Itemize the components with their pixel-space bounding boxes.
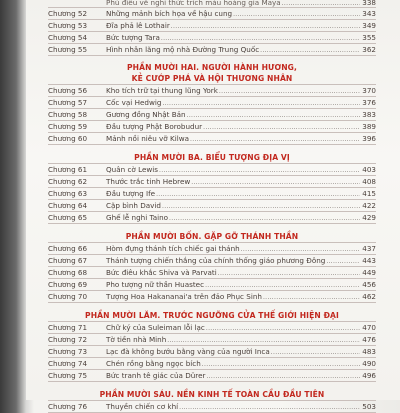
chapter-title: Cốc vại Hedwig	[106, 98, 162, 107]
chapter-title: Thuyền chiến cơ khí	[106, 402, 179, 411]
toc-row	[48, 401, 376, 413]
chapter-number: Chương 73	[48, 347, 88, 356]
chapter-number: Chương 57	[48, 98, 88, 107]
chapter-list	[48, 400, 376, 413]
toc-section	[48, 231, 376, 303]
dot-leader	[259, 45, 360, 56]
book-page	[26, 0, 400, 411]
page-number: 476	[362, 335, 376, 344]
chapter-number: Chương 59	[48, 122, 88, 131]
chapter-title: Hòm đựng thánh tích chiếc gai thánh	[106, 244, 240, 253]
toc-section	[48, 389, 376, 413]
dot-leader	[217, 268, 361, 279]
toc-row	[48, 358, 376, 370]
chapter-title: Bức điêu khắc Shiva và Parvati	[106, 268, 217, 277]
dot-leader	[155, 189, 360, 200]
dot-leader	[161, 98, 360, 109]
page-number: 383	[362, 110, 376, 119]
chapter-title: Tượng Hoa Hakananai'a trên đảo Phục Sinh	[106, 292, 262, 301]
chapter-title: Lạc đà không bướu bằng vàng của người Inca	[106, 347, 270, 356]
chapter-title: Thước trắc tinh Hebrew	[106, 177, 191, 186]
chapter-title: Mảnh nồi niêu vỡ Kilwa	[106, 134, 189, 143]
toc-row	[48, 133, 376, 145]
dot-leader	[166, 335, 360, 346]
toc-row	[48, 346, 376, 358]
dot-leader	[205, 371, 360, 382]
toc-row	[48, 8, 376, 20]
chapter-number: Chương 65	[48, 213, 88, 222]
page-number: 496	[362, 371, 376, 380]
dot-leader	[201, 359, 361, 370]
page-number: 376	[362, 98, 376, 107]
chapter-title: Chén rồng bằng ngọc bích	[106, 359, 201, 368]
chapter-number: Chương 63	[48, 189, 88, 198]
dot-leader	[168, 213, 360, 224]
chapter-title: Kho tích trữ tại thung lũng York	[106, 86, 218, 95]
chapter-number: Chương 75	[48, 371, 88, 380]
toc-row	[48, 279, 376, 291]
chapter-number: Chương 55	[48, 45, 88, 54]
dot-leader	[204, 280, 360, 291]
chapter-title: Những mảnh bích họa về hậu cung	[106, 9, 233, 18]
toc-row	[48, 32, 376, 44]
chapter-number: Chương 71	[48, 323, 88, 332]
section-heading: KẺ CƯỚP PHÁ VÀ HỘI THƯƠNG NHÂN	[131, 74, 293, 83]
chapter-title: Thánh tượng chiến thắng của chính thống giáo phương Đông	[106, 256, 326, 265]
chapter-list	[48, 0, 376, 56]
chapter-number: Chương 60	[48, 134, 88, 143]
section-heading: PHẦN MƯỜI BỐN. GẶP GỠ THÁNH THẦN	[125, 232, 299, 241]
page-number: 470	[362, 323, 376, 332]
chapter-list	[48, 84, 376, 145]
chapter-number: Chương 70	[48, 292, 88, 301]
chapter-number: Chương 66	[48, 244, 88, 253]
chapter-title: Quân cờ Lewis	[106, 165, 159, 174]
toc-row	[48, 243, 376, 255]
dot-leader	[170, 21, 361, 32]
chapter-number: Chương 69	[48, 280, 88, 289]
page-number: 389	[362, 122, 376, 131]
chapter-number: Chương 54	[48, 33, 88, 42]
page-number: 349	[362, 21, 376, 30]
section-heading: PHẦN MƯỜI BA. BIỂU TƯỢNG ĐỊA VỊ	[134, 153, 290, 162]
chapter-number: Chương 74	[48, 359, 88, 368]
chapter-number: Chương 67	[48, 256, 88, 265]
dot-leader	[190, 177, 360, 188]
chapter-title: Hình nhân lăng mộ nhà Đường Trung Quốc	[106, 45, 260, 54]
toc-row	[48, 20, 376, 32]
page-number: 362	[362, 45, 376, 54]
chapter-list	[48, 163, 376, 224]
dot-leader	[270, 347, 361, 358]
dot-leader	[158, 165, 360, 176]
toc-row	[48, 255, 376, 267]
chapter-title: Bức tượng Tara	[106, 33, 160, 42]
toc-row	[48, 200, 376, 212]
dot-leader	[202, 122, 360, 133]
toc-row	[48, 322, 376, 334]
chapter-title: Cặp bình David	[106, 201, 161, 210]
page-number: 396	[362, 134, 376, 143]
chapter-number: Chương 72	[48, 335, 88, 344]
chapter-number: Chương 52	[48, 9, 88, 18]
toc-row	[48, 85, 376, 97]
chapter-number: Chương 56	[48, 86, 88, 95]
toc-section	[48, 0, 376, 56]
chapter-title: Đĩa phả lê Lothair	[106, 21, 170, 30]
dot-leader	[178, 402, 360, 413]
toc-row	[48, 0, 376, 8]
dot-leader	[189, 134, 360, 145]
dot-leader	[205, 323, 360, 334]
chapter-list	[48, 321, 376, 382]
chapter-number: Chương 61	[48, 165, 88, 174]
page-number: 422	[362, 201, 376, 210]
toc-row	[48, 370, 376, 382]
toc-row	[48, 121, 376, 133]
chapter-title: Tờ tiền nhà Minh	[106, 335, 167, 344]
page-number: 429	[362, 213, 376, 222]
chapter-title: Pho tượng nữ thần Huastec	[106, 280, 205, 289]
toc-section	[48, 62, 376, 145]
chapter-title: Phù điêu về nghi thức trích máu hoàng gia Maya	[106, 0, 281, 7]
page-number: 456	[362, 280, 376, 289]
chapter-title: Gương đồng Nhật Bản	[106, 110, 186, 119]
chapter-number: Chương 62	[48, 177, 88, 186]
toc-row	[48, 188, 376, 200]
section-heading: PHẦN MƯỜI LĂM. TRƯỚC NGƯỠNG CỬA THẾ GIỚI HIỆN ĐẠI	[85, 311, 339, 320]
page-number: 437	[362, 244, 376, 253]
dot-leader	[281, 0, 361, 8]
toc-section	[48, 310, 376, 382]
page-number: 343	[362, 9, 376, 18]
toc-row	[48, 267, 376, 279]
toc-row	[48, 109, 376, 121]
dot-leader	[218, 86, 360, 97]
page-number: 490	[362, 359, 376, 368]
section-heading: PHẦN MƯỜI HAI. NGƯỜI HÀNH HƯƠNG,	[126, 63, 297, 72]
chapter-title: Đầu tượng Phật Borobudur	[106, 122, 203, 131]
dot-leader	[186, 110, 361, 121]
chapter-number: Chương 53	[48, 21, 88, 30]
page-number: 462	[362, 292, 376, 301]
chapter-number: Chương 68	[48, 268, 88, 277]
chapter-title: Đầu tượng Ife	[106, 189, 156, 198]
page-number: 483	[362, 347, 376, 356]
toc-row	[48, 291, 376, 303]
dot-leader	[160, 33, 360, 44]
dot-leader	[262, 292, 360, 303]
toc-row	[48, 212, 376, 224]
chapter-number: Chương 58	[48, 110, 88, 119]
page-number: 415	[362, 189, 376, 198]
toc-row	[48, 44, 376, 56]
toc-section	[48, 152, 376, 224]
dot-leader	[325, 256, 360, 267]
chapter-title: Ghế lễ nghi Taino	[106, 213, 169, 222]
page-number: 443	[362, 256, 376, 265]
toc-row	[48, 164, 376, 176]
dot-leader	[232, 9, 360, 20]
section-heading: PHẦN MƯỜI SÁU. NỀN KINH TẾ TOÀN CẦU ĐẦU TIÊN	[99, 390, 325, 399]
chapter-title: Bức tranh tê giác của Dürer	[106, 371, 206, 380]
chapter-number: Chương 76	[48, 402, 88, 411]
page-number: 355	[362, 33, 376, 42]
chapter-list	[48, 242, 376, 303]
page-number: 403	[362, 165, 376, 174]
page-number: 449	[362, 268, 376, 277]
toc-row	[48, 97, 376, 109]
chapter-number: Chương 64	[48, 201, 88, 210]
toc-row	[48, 176, 376, 188]
page-number: 408	[362, 177, 376, 186]
dot-leader	[240, 244, 361, 255]
toc-row	[48, 334, 376, 346]
chapter-title: Chữ ký của Suleiman lỗi lạc	[106, 323, 205, 332]
page-number: 338	[362, 0, 376, 7]
table-of-contents	[48, 0, 376, 413]
dot-leader	[161, 201, 360, 212]
page-number: 370	[362, 86, 376, 95]
page-number: 503	[362, 402, 376, 411]
